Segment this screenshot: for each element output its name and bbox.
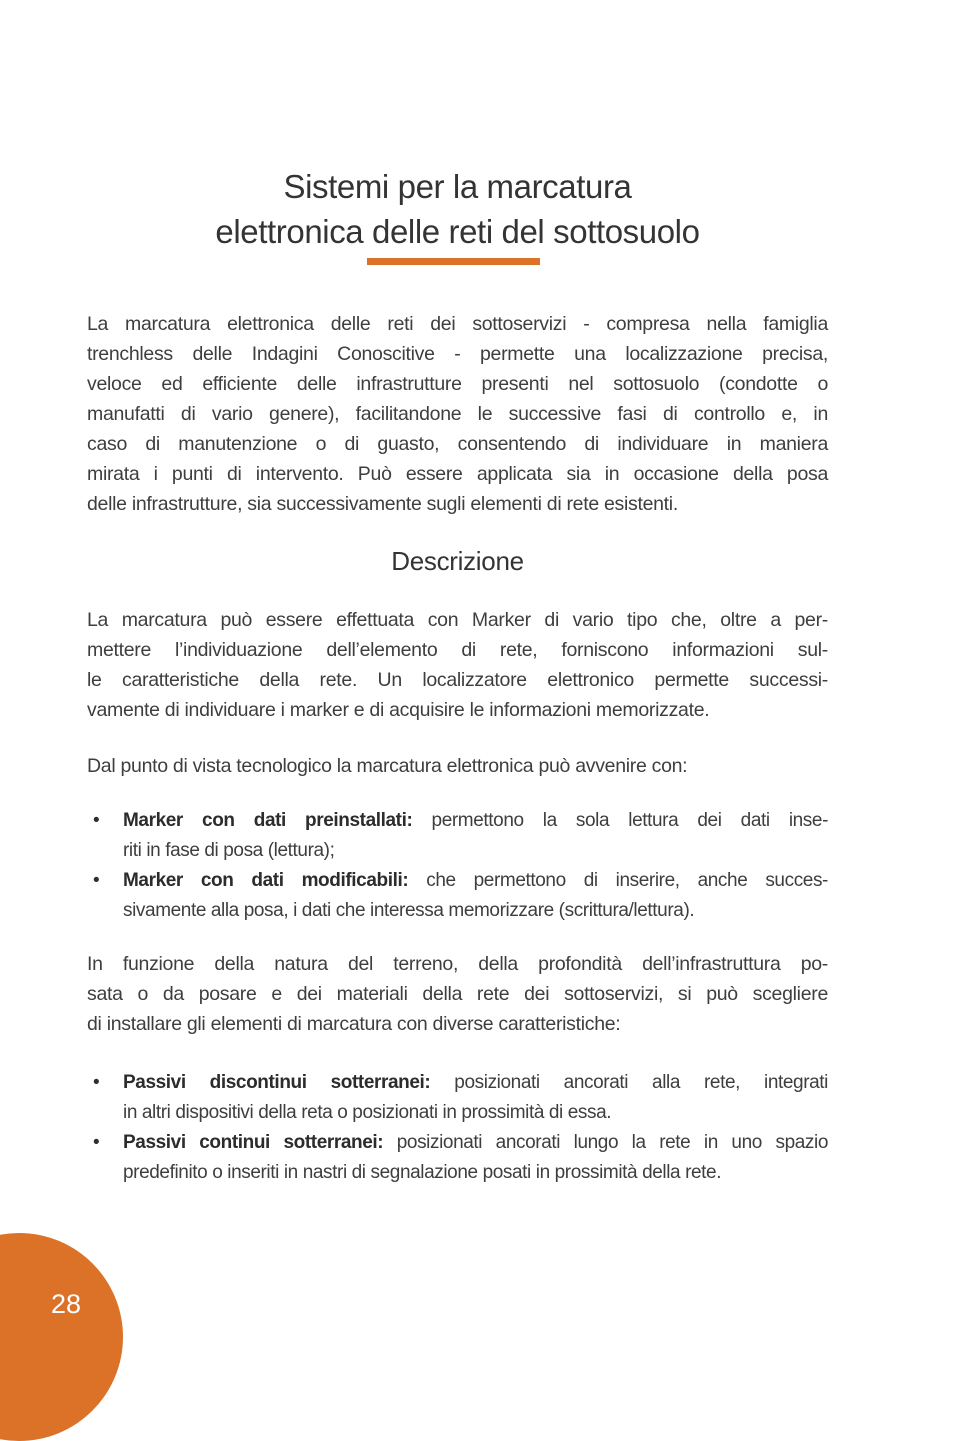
page-title [87,164,828,254]
list-item [87,1128,828,1188]
paragraph-line: sata o da posare e dei materiali della rete dei sottoservizi, si può scegliere [87,983,828,1005]
paragraph-line: manufatti di vario genere), facilitandone le successive fasi di controllo e, in [87,403,828,425]
paragraph-line: La marcatura può essere effettuata con Marker di vario tipo che, oltre a per- [87,609,828,631]
list-item-line [123,866,828,896]
list-item [87,1068,828,1128]
bullet-icon: • [93,1072,100,1093]
page-number: 28 [50,1289,82,1319]
paragraph-line: vamente di individuare i marker e di acquisire le informazioni memorizzate. [87,699,710,721]
page-title-line-2: elettronica delle reti del sottosuolo [215,213,700,250]
paragraph-line: caso di manutenzione o di guasto, consentendo di individuare in maniera [87,433,828,455]
list-item-line [123,1068,828,1098]
description-paragraph [87,605,828,725]
page-title-line-1: Sistemi per la marcatura [283,168,632,205]
paragraph-line: In funzione della natura del terreno, della profondità dell’infrastruttura po- [87,953,828,975]
bullet-bold-lead: Marker con dati modificabili: [123,870,409,891]
bullet-text: posizionati ancorati alla rete, integrati [430,1072,828,1093]
paragraph-line: Dal punto di vista tecnologico la marcatura elettronica può avvenire con: [87,755,688,777]
list-item-line: sivamente alla posa, i dati che interessa memorizzare (scrittura/lettura). [123,900,695,921]
marker-bullet-list [87,806,828,926]
bullet-icon: • [93,810,100,831]
bullet-text: permettono la sola lettura dei dati inse- [412,810,829,831]
paragraph-line: mettere l’individuazione dell’elemento di rete, forniscono informazioni sul- [87,639,828,661]
paragraph-line: delle infrastrutture, sia successivamente sugli elementi di rete esistenti. [87,493,678,515]
bullet-text: che permettono di inserire, anche succes- [408,870,828,891]
page-number-circle [0,1233,123,1441]
title-underline [367,258,540,265]
install-intro-paragraph [87,949,828,1039]
paragraph-line: mirata i punti di intervento. Può essere applicata sia in occasione della posa [87,463,828,485]
paragraph-line: veloce ed efficiente delle infrastrutture presenti nel sottosuolo (condotte o [87,373,828,395]
paragraph-line: trenchless delle Indagini Conoscitive - permette una localizzazione precisa, [87,343,828,365]
list-item-line: predefinito o inseriti in nastri di segnalazione posati in prossimità della rete. [123,1162,722,1183]
bullet-bold-lead: Marker con dati preinstallati: [123,810,413,831]
intro-paragraph [87,309,828,519]
bullet-icon: • [93,1132,100,1153]
paragraph-line: di installare gli elementi di marcatura con diverse caratteristiche: [87,1013,621,1035]
list-item-line [123,806,828,836]
paragraph-line: La marcatura elettronica delle reti dei sottoservizi - compresa nella famiglia [87,313,828,335]
list-item-line: riti in fase di posa (lettura); [123,840,335,861]
passive-bullet-list [87,1068,828,1188]
bullet-bold-lead: Passivi continui sotterranei: [123,1132,384,1153]
bullet-icon: • [93,870,100,891]
list-item-line [123,1128,828,1158]
bullet-text: posizionati ancorati lungo la rete in uno spazio [383,1132,828,1153]
list-item-line: in altri dispositivi della reta o posizionati in prossimità di essa. [123,1102,612,1123]
list-item [87,866,828,926]
tech-intro-paragraph [87,751,828,781]
bullet-bold-lead: Passivi discontinui sotterranei: [123,1072,431,1093]
list-item [87,806,828,866]
section-heading-descrizione: Descrizione [391,546,524,576]
paragraph-line: le caratteristiche della rete. Un localizzatore elettronico permette successi- [87,669,828,691]
